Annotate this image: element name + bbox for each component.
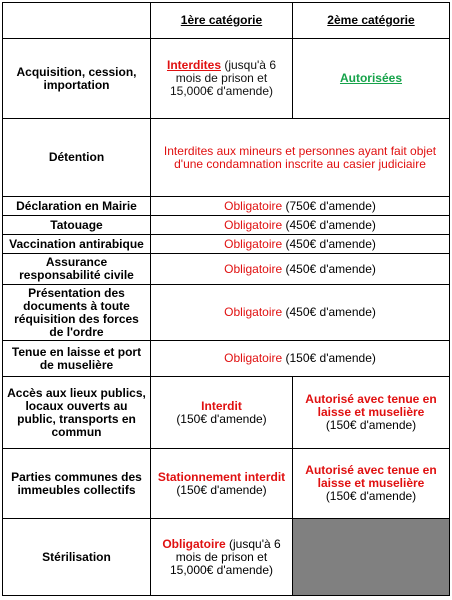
row-both-cell [151, 235, 450, 254]
table-row [3, 519, 450, 596]
cell-status: Obligatoire [224, 217, 283, 232]
header-cat2: 2ème catégorie [293, 3, 450, 39]
cell-detail: (750€ d'amende) [282, 198, 376, 213]
row-label: Assurance responsabilité civile [3, 254, 151, 285]
table-row [3, 341, 450, 377]
row-label: Parties communes des immeubles collectifs [3, 449, 151, 519]
row-label: Détention [3, 119, 151, 197]
table-row [3, 216, 450, 235]
row-label: Tenue en laisse et port de muselière [3, 341, 151, 377]
cell-detail: (450€ d'amende) [282, 236, 376, 251]
cell-status: Autorisé avec tenue en laisse et muselière [305, 392, 437, 419]
cell-detail: (450€ d'amende) [282, 261, 376, 276]
cell-detail: (450€ d'amende) [282, 217, 376, 232]
table-row [3, 197, 450, 216]
table-row [3, 449, 450, 519]
cell-detail: (450€ d'amende) [282, 305, 376, 319]
row-label: Tatouage [3, 216, 151, 235]
table-row [3, 254, 450, 285]
row-cat1-cell [151, 377, 293, 449]
table-row [3, 377, 450, 449]
cell-status: Interdites [166, 58, 221, 72]
cell-status: Obligatoire [224, 261, 283, 276]
table-row [3, 39, 450, 119]
row-label: Accès aux lieux publics, locaux ouverts au public, transports en commun [3, 377, 151, 449]
row-both-cell [151, 216, 450, 235]
row-cat1-cell [151, 519, 293, 596]
header-row [3, 3, 450, 39]
cell-status: Obligatoire [162, 536, 226, 551]
row-both-cell [151, 197, 450, 216]
row-cat1-cell [151, 449, 293, 519]
table-row [3, 285, 450, 341]
cell-status: Obligatoire [224, 236, 283, 251]
row-both-cell: Interdites aux mineurs et personnes ayant fait objet d'une condamnation inscrite au casier judiciaire [151, 119, 450, 197]
row-cat1-cell [151, 39, 293, 119]
cell-status: Stationnement interdit [157, 469, 286, 484]
cell-status: Obligatoire [224, 351, 283, 365]
cell-status: Autorisé avec tenue en laisse et muselière [305, 463, 437, 490]
row-label: Vaccination antirabique [3, 235, 151, 254]
cell-detail: (150€ d'amende) [176, 411, 267, 426]
row-label: Présentation des documents à toute réquisition des forces de l'ordre [3, 285, 151, 341]
cell-detail: (150€ d'amende) [325, 418, 417, 432]
row-both-cell [151, 285, 450, 341]
cell-detail: (jusqu'à 6 mois de prison et 15,000€ d'amende) [169, 58, 276, 98]
cell-status: Obligatoire [224, 305, 283, 319]
row-label: Stérilisation [3, 519, 151, 596]
cell-status: Interdit [201, 398, 242, 413]
row-label: Déclaration en Mairie [3, 197, 151, 216]
row-cat2-cell [293, 449, 450, 519]
table-row [3, 119, 450, 197]
row-both-cell [151, 254, 450, 285]
row-label: Acquisition, cession, importation [3, 39, 151, 119]
regulation-table [2, 2, 450, 596]
cell-detail: (150€ d'amende) [176, 482, 267, 497]
header-cat1: 1ère catégorie [151, 3, 293, 39]
cell-status: Obligatoire [224, 198, 283, 213]
row-cat2-cell-greyed [293, 519, 450, 596]
header-empty-cell [3, 3, 151, 39]
cell-detail: (150€ d'amende) [325, 489, 417, 503]
cell-detail: (jusqu'à 6 mois de prison et 15,000€ d'amende) [169, 536, 281, 577]
row-both-cell [151, 341, 450, 377]
row-cat2-cell [293, 39, 450, 119]
table-row [3, 235, 450, 254]
cell-status: Autorisées [339, 71, 403, 85]
row-cat2-cell [293, 377, 450, 449]
cell-detail: (150€ d'amende) [282, 351, 376, 365]
